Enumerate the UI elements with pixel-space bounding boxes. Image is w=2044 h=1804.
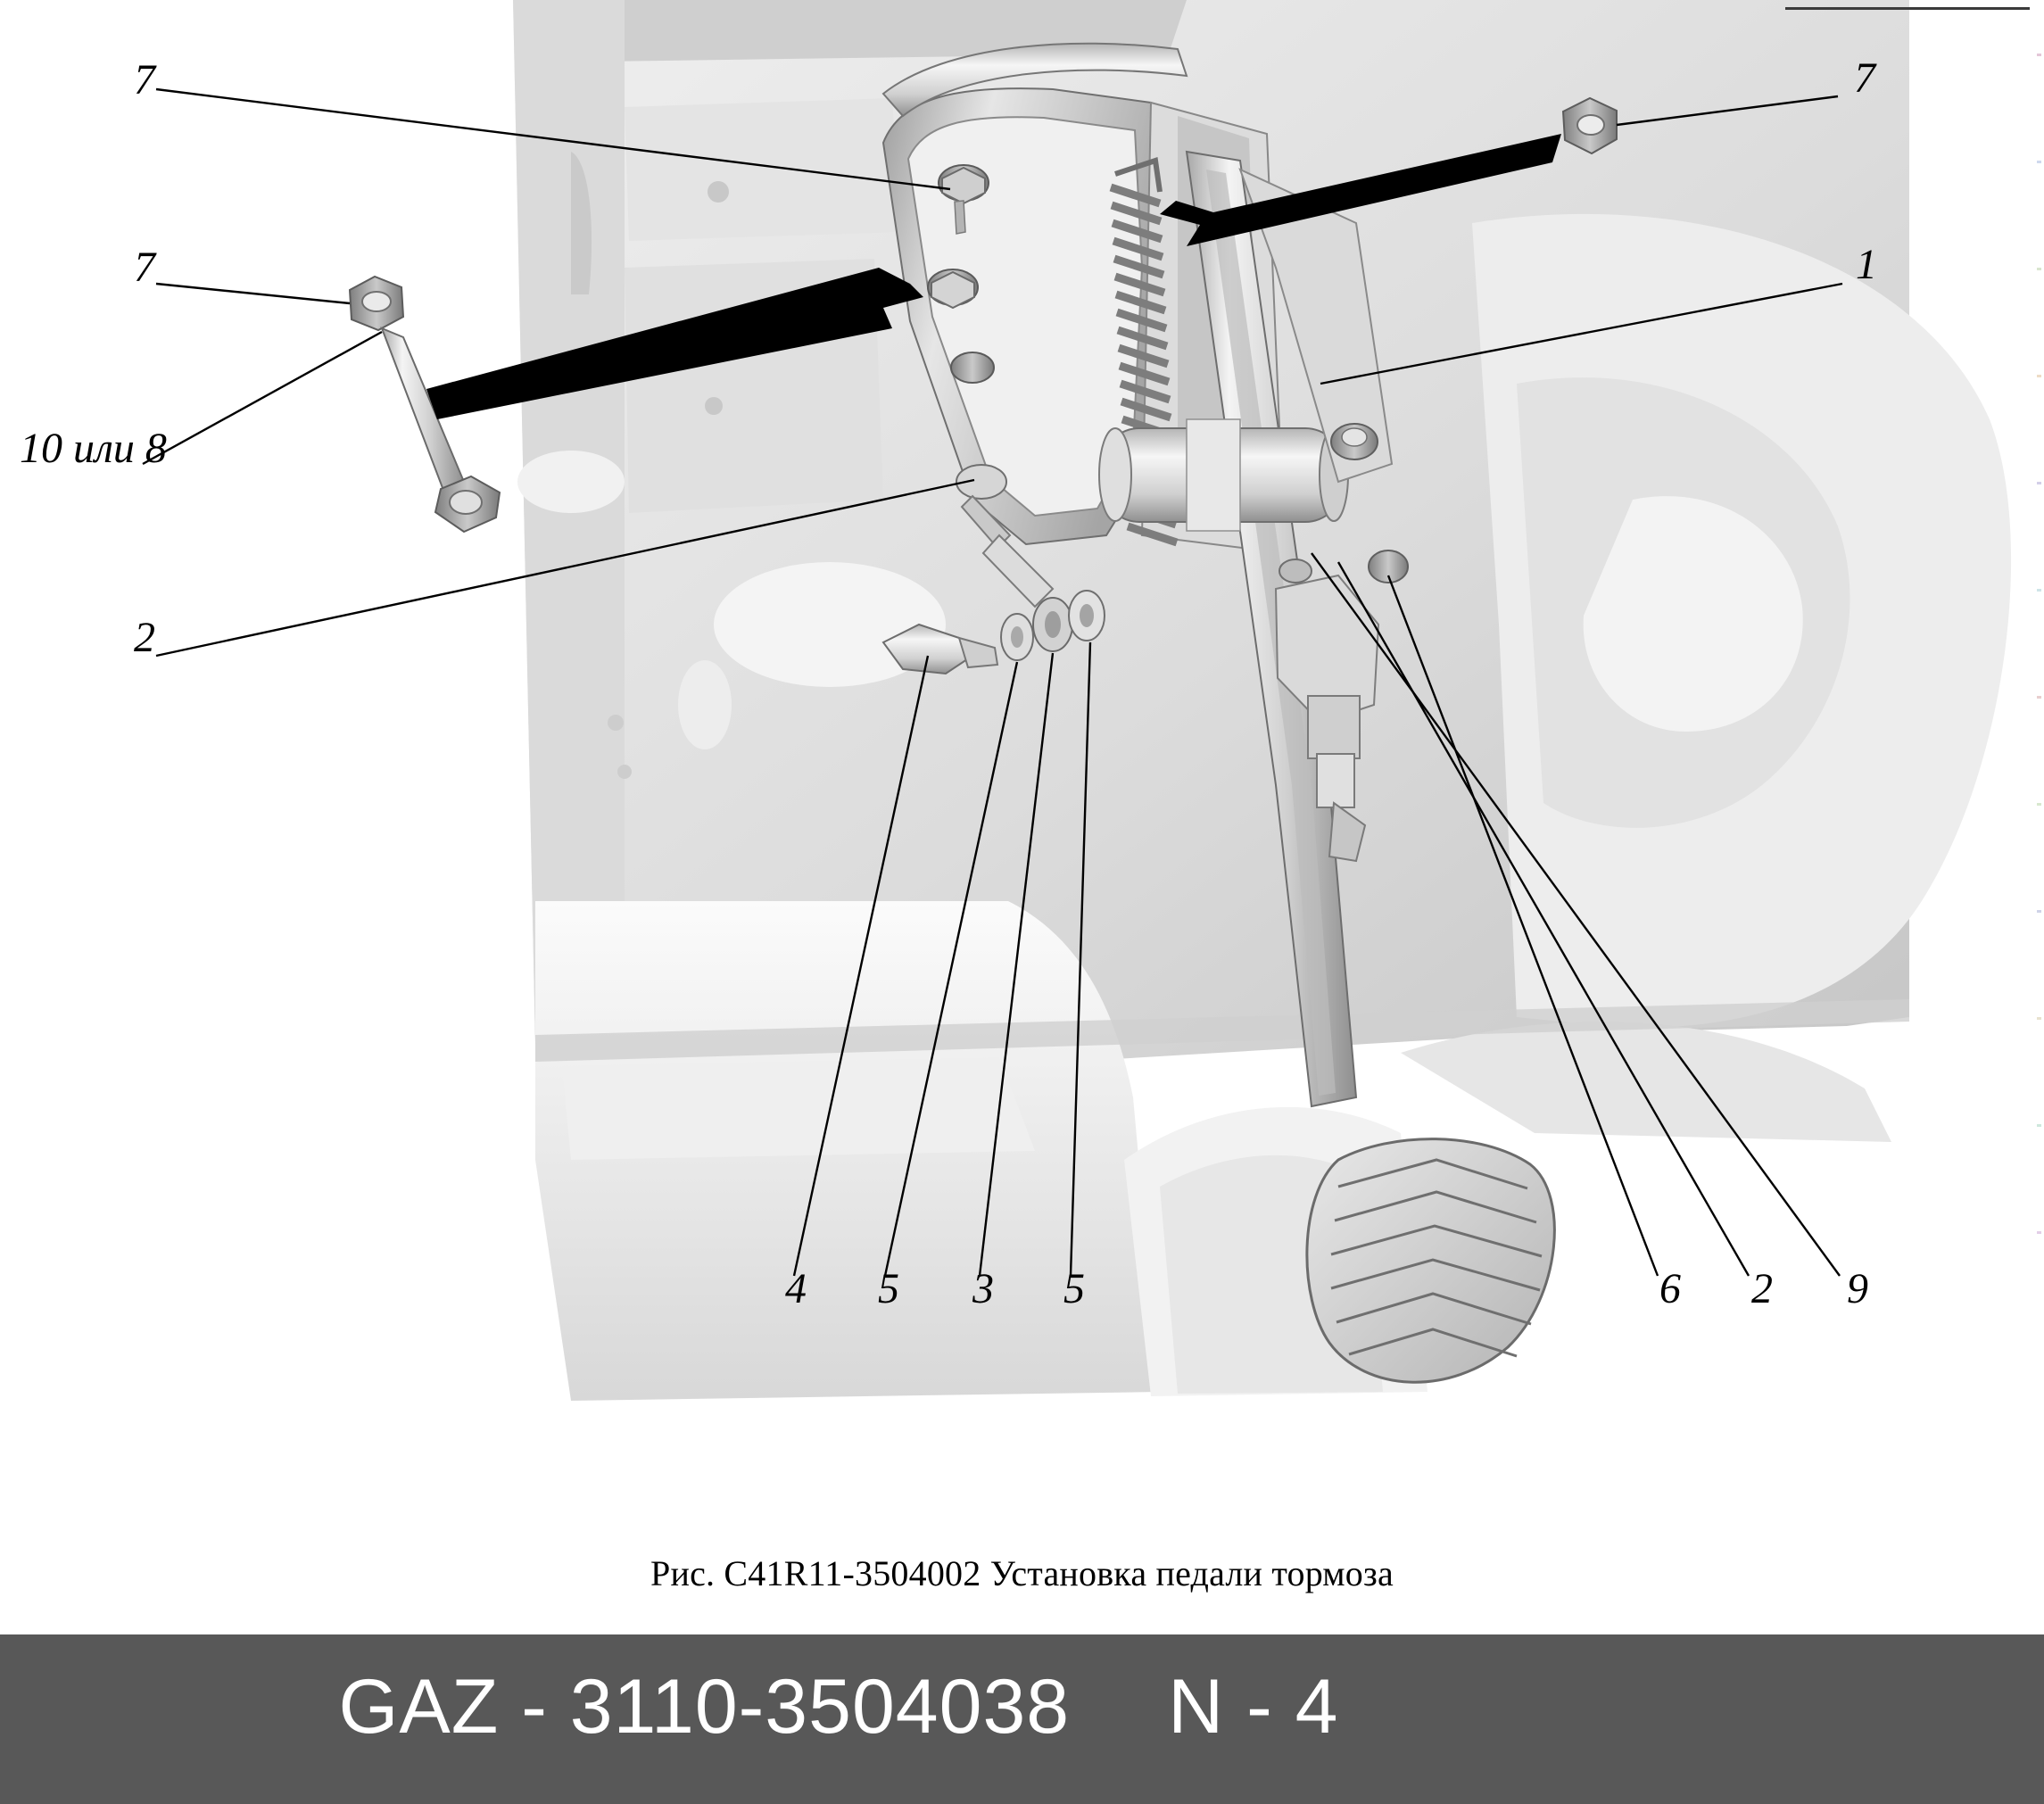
callout-1-right: 1 xyxy=(1856,241,1877,288)
bushing xyxy=(1033,598,1072,651)
pedal-pad xyxy=(1307,1139,1554,1383)
callout-10-or-8: 10 или 8 xyxy=(20,425,167,472)
callout-4: 4 xyxy=(785,1265,807,1312)
callout-7-top-left: 7 xyxy=(134,56,155,103)
callout-2-left: 2 xyxy=(134,614,155,661)
right-edge-artifacts xyxy=(2030,0,2044,1634)
bolt-item-10-or-8 xyxy=(382,328,500,532)
footer-bar-content xyxy=(0,1663,1677,1751)
bracket-nut-lower xyxy=(951,352,994,383)
callout-9: 9 xyxy=(1847,1265,1868,1312)
top-right-rule xyxy=(1785,7,2044,10)
washer-left xyxy=(1001,614,1033,660)
callout-5-left: 5 xyxy=(878,1265,899,1312)
callout-7-top-right: 7 xyxy=(1854,54,1875,102)
washer-right xyxy=(1069,591,1105,641)
callout-5-right: 5 xyxy=(1063,1265,1085,1312)
page-number-label: N - 4 xyxy=(1168,1664,1339,1750)
callout-6: 6 xyxy=(1659,1265,1681,1312)
part-number-label: GAZ - 3110-3504038 xyxy=(338,1664,1071,1750)
pivot-fastener-upper xyxy=(1331,424,1378,459)
figure-caption: Рис. С41R11-3504002 Установка педали тормоза xyxy=(650,1553,1394,1593)
nut-item-7 xyxy=(350,277,403,330)
callout-3: 3 xyxy=(972,1265,994,1312)
callout-7-left: 7 xyxy=(134,244,155,291)
callout-2-right: 2 xyxy=(1751,1265,1773,1312)
footer-bar xyxy=(0,1634,2044,1804)
push-rod-barrel xyxy=(1099,419,1348,531)
